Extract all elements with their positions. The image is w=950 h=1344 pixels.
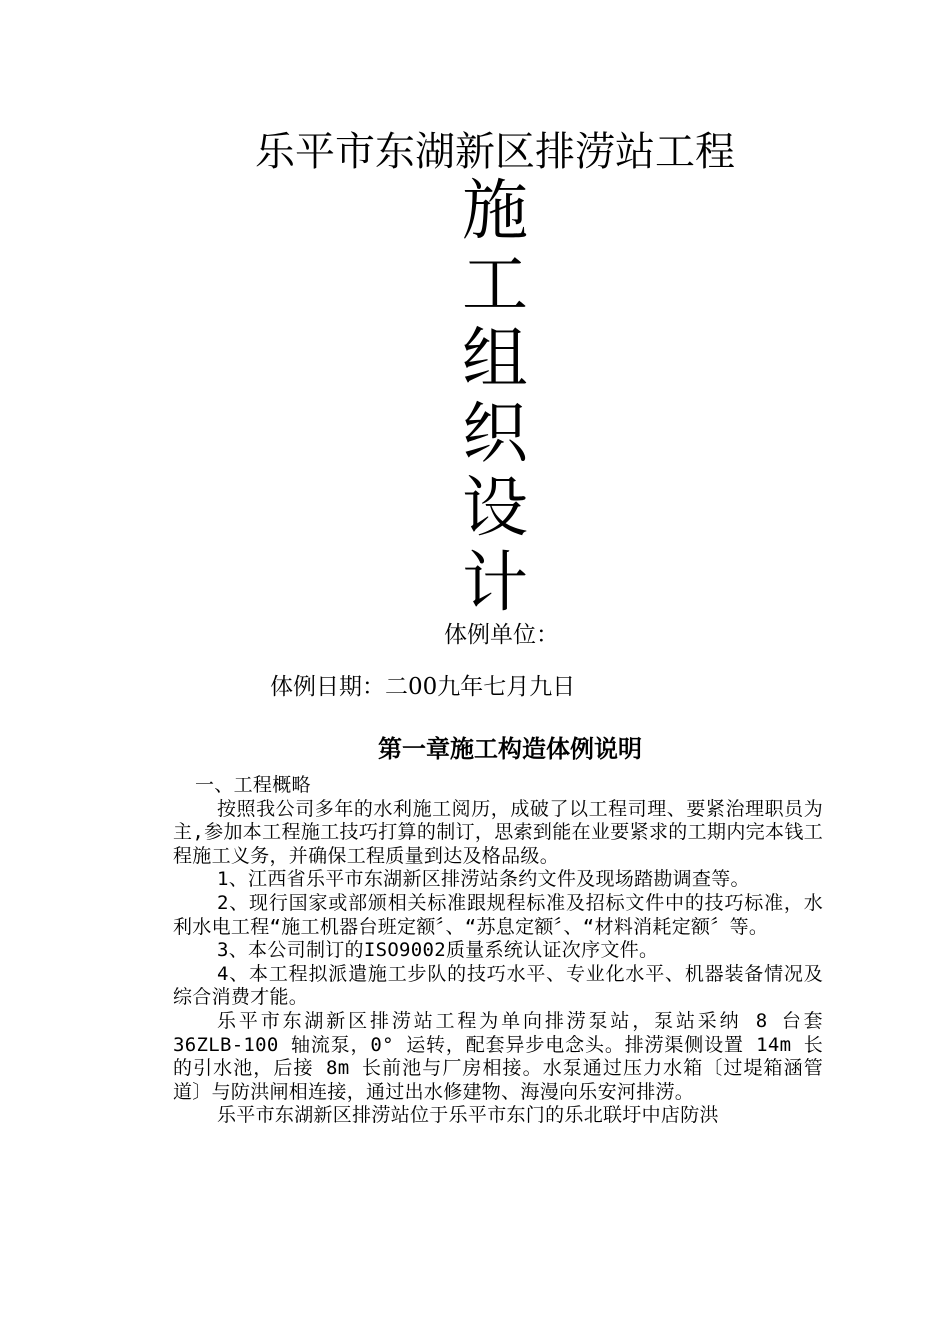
doc-title-char-5: 设 [462, 469, 528, 546]
paragraph: 1、江西省乐平市东湖新区排涝站条约文件及现场踏勘调查等。 [217, 868, 750, 891]
section-heading: 一、工程概略 [195, 774, 311, 796]
doc-title-char-4: 织 [462, 395, 528, 472]
paragraph: 乐平市东湖新区排涝站位于乐平市东门的乐北联圩中店防洪 [217, 1104, 719, 1127]
compiling-date: 体例日期：二00九年七月九日 [270, 674, 576, 700]
doc-title-char-3: 组 [462, 320, 528, 397]
paragraph: 按照我公司多年的水利施工阅历，成破了以工程司理、要紧治理职员为主,参加本工程施工技巧打算的制订，思索到能在业要紧求的工期内完本钱工程施工义务，并确保工程质量到达及格品级。 [173, 797, 823, 867]
doc-title-char-2: 工 [462, 246, 528, 323]
paragraph: 2、现行国家或部颁相关标准跟规程标准及招标文件中的技巧标准，水利水电工程“施工机器台班定额〞、“苏息定额〞、“材料消耗定额〞等。 [173, 891, 823, 938]
paragraph: 乐平市东湖新区排涝站工程为单向排涝泵站，泵站采纳 8 台套 36ZLB-100 轴流泵，0° 运转，配套异步电念头。排涝渠侧设置 14m 长的引水池，后接 8m 长前池与厂房相接。水泵通过压力水箱〔过堤箱涵管道〕与防洪闸相连接，通过出水修建物、海漫向乐安河排涝。 [173, 1009, 823, 1103]
chapter-title: 第一章施工构造体例说明 [378, 735, 642, 763]
compiling-unit-label: 体例单位： [444, 622, 559, 648]
paragraph: 4、本工程拟派遣施工步队的技巧水平、专业化水平、机器装备情况及综合消费才能。 [173, 962, 823, 1009]
doc-title-char-6: 计 [462, 544, 528, 621]
paragraph: 3、本公司制订的ISO9002质量系统认证次序文件。 [217, 939, 659, 962]
chapter-body [173, 774, 823, 1128]
doc-title-char-1: 施 [462, 172, 528, 249]
project-title: 乐平市东湖新区排涝站工程 [255, 129, 735, 175]
